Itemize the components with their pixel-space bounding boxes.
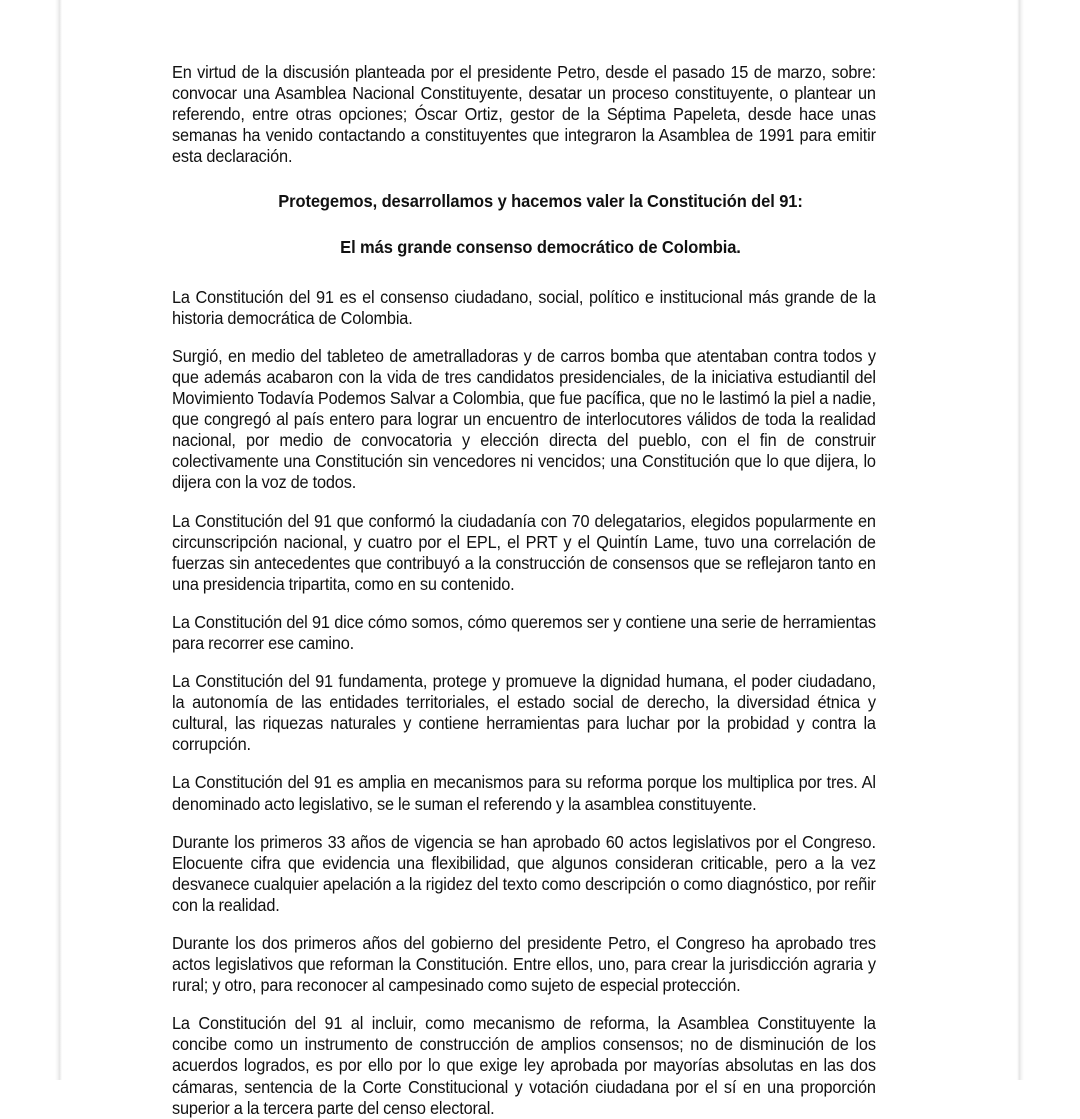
body-paragraph-2: Surgió, en medio del tableteo de ametralladoras y de carros bomba que atentaban contra todos y que además acabaron con la vida de tres candidatos presidenciales, de la iniciativa estudiantil del Movimiento Todavía Podemos Salvar a Colombia, que fue pacífica, que no le lastimó la piel a nadie, que congregó al país entero para lograr un encuentro de interlocutores válidos de toda la realidad nacional, por medio de convocatoria y elección directa del pueblo, con el fin de construir colectivamente una Constitución sin vencedores ni vencidos; una Constitución que lo que dijera, lo dijera con la voz de todos. bbox=[172, 346, 876, 493]
page-right-edge-shadow bbox=[1016, 0, 1024, 1080]
body-paragraph-9: La Constitución del 91 al incluir, como mecanismo de reforma, la Asamblea Constituyente la concibe como un instrumento de construcción de amplios consensos; no de disminución de los acuerdos logrados, es por ello por lo que exige ley aprobada por mayorías absolutas en las dos cámaras, sentencia de la Corte Constitucional y votación ciudadana por el sí en una proporción superior a la tercera parte del censo electoral. bbox=[172, 1014, 876, 1118]
body-paragraph-7: Durante los primeros 33 años de vigencia se han aprobado 60 actos legislativos por el Congreso. Elocuente cifra que evidencia una flexibilidad, que algunos consideran criticable, pero a la vez desvanece cualquier apelación a la rigidez del texto como descripción o como diagnóstico, por reñir con la realidad. bbox=[172, 832, 876, 915]
document-heading-primary: Protegemos, desarrollamos y hacemos valer la Constitución del 91: bbox=[278, 192, 803, 212]
body-paragraph-5: La Constitución del 91 fundamenta, protege y promueve la dignidad humana, el poder ciudadano, la autonomía de las entidades territoriales, el estado social de derecho, la diversidad étnica y cultural, las riquezas naturales y contiene herramientas para luchar por la probidad y contra la corrupción. bbox=[172, 672, 876, 755]
body-paragraph-4: La Constitución del 91 dice cómo somos, cómo queremos ser y contiene una serie de herramientas para recorrer ese camino. bbox=[172, 612, 876, 653]
intro-paragraph: En virtud de la discusión planteada por el presidente Petro, desde el pasado 15 de marzo, sobre: convocar una Asamblea Nacional Constituyente, desatar un proceso constituyente, o plantear un referendo, entre otras opciones; Óscar Ortiz, gestor de la Séptima Papeleta, desde hace unas semanas ha venido contactando a constituyentes que integraron la Asamblea de 1991 para emitir esta declaración. bbox=[172, 63, 876, 167]
document-text-column bbox=[172, 62, 909, 1119]
document-heading-secondary: El más grande consenso democrático de Colombia. bbox=[340, 237, 741, 257]
body-paragraph-8: Durante los dos primeros años del gobierno del presidente Petro, el Congreso ha aprobado tres actos legislativos que reforman la Constitución. Entre ellos, uno, para crear la jurisdicción agraria y rural; y otro, para reconocer al campesinado como sujeto de especial protección. bbox=[172, 934, 876, 996]
document-page bbox=[62, 0, 1016, 1118]
body-paragraph-6: La Constitución del 91 es amplia en mecanismos para su reforma porque los multiplica por tres. Al denominado acto legislativo, se le suman el referendo y la asamblea constituyente. bbox=[172, 773, 876, 814]
body-paragraph-1: La Constitución del 91 es el consenso ciudadano, social, político e institucional más grande de la historia democrática de Colombia. bbox=[172, 287, 876, 328]
body-paragraph-3: La Constitución del 91 que conformó la ciudadanía con 70 delegatarios, elegidos popularmente en circunscripción nacional, y cuatro por el EPL, el PRT y el Quintín Lame, tuvo una correlación de fuerzas sin antecedentes que contribuyó a la construcción de consensos que se reflejaron tanto en una presidencia tripartita, como en su contenido. bbox=[172, 511, 876, 594]
